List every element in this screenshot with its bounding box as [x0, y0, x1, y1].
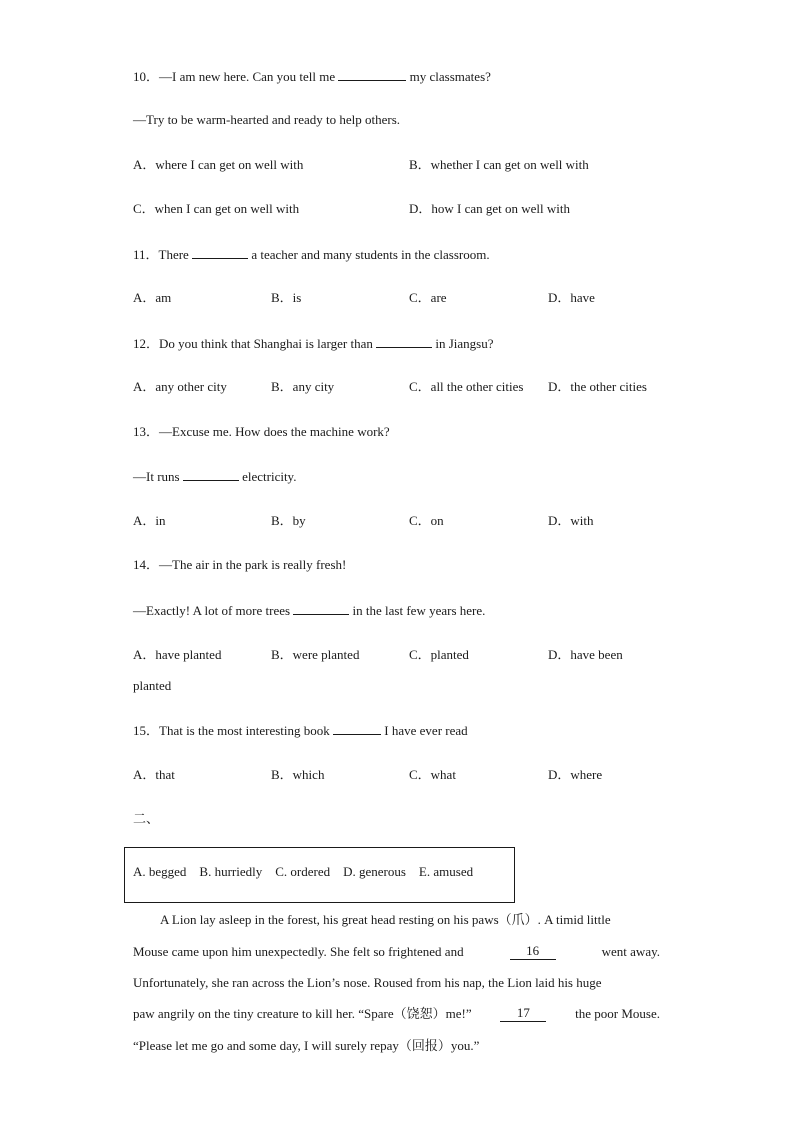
question-14-stem: 14．—The air in the park is really fresh! [133, 557, 347, 572]
q12-option-a[interactable]: A．any other city [133, 379, 227, 394]
word-bank: A. begged B. hurriedly C. ordered D. generous E. amused [133, 864, 474, 879]
q11-option-a[interactable]: A．am [133, 290, 172, 305]
question-15-stem [133, 722, 468, 739]
q11-option-b[interactable]: B．is [271, 290, 302, 305]
answer-blank[interactable] [192, 246, 248, 259]
passage-text: the poor Mouse. [575, 1006, 660, 1021]
question-11-stem [133, 246, 490, 263]
q13-option-b[interactable]: B．by [271, 513, 306, 528]
q14-option-d[interactable]: D．have been [548, 647, 623, 662]
q10-stem-before: 10．—I am new here. Can you tell me [133, 69, 339, 84]
word-bank-box [124, 847, 515, 903]
passage-text: Mouse came upon him unexpectedly. She felt so frightened and [133, 944, 464, 959]
q10-option-a[interactable]: A．where I can get on well with [133, 157, 304, 172]
question-14-reply [133, 602, 485, 619]
q11-option-c[interactable]: C．are [409, 290, 447, 305]
q14-option-c[interactable]: C．planted [409, 647, 469, 662]
answer-blank[interactable] [376, 335, 432, 348]
q13-option-a[interactable]: A．in [133, 513, 166, 528]
q12-option-c[interactable]: C．all the other cities [409, 379, 524, 394]
passage-line-3: Unfortunately, she ran across the Lion’s nose. Roused from his nap, the Lion laid his huge [133, 975, 602, 990]
answer-blank[interactable] [338, 68, 406, 81]
q12-option-d[interactable]: D．the other cities [548, 379, 647, 394]
q15-stem-after: I have ever read [381, 723, 468, 738]
q15-stem-before: 15．That is the most interesting book [133, 723, 334, 738]
passage-line-1: A Lion lay asleep in the forest, his great head resting on his paws（爪）. A timid little [160, 912, 611, 927]
q13-option-d[interactable]: D．with [548, 513, 594, 528]
question-10-stem [133, 68, 491, 85]
q11-stem-before: 11．There [133, 247, 193, 262]
q14-option-d-continued: planted [133, 678, 172, 693]
q14-reply-before: —Exactly! A lot of more trees [133, 603, 294, 618]
q15-option-c[interactable]: C．what [409, 767, 456, 782]
q13-option-c[interactable]: C．on [409, 513, 444, 528]
q14-option-b[interactable]: B．were planted [271, 647, 360, 662]
q13-reply-after: electricity. [238, 469, 297, 484]
answer-blank[interactable] [183, 468, 239, 481]
passage-text: paw angrily on the tiny creature to kill her. “Spare（饶恕）me!” [133, 1006, 472, 1021]
q12-option-b[interactable]: B．any city [271, 379, 335, 394]
question-13-reply [133, 468, 296, 485]
answer-blank[interactable] [293, 602, 349, 615]
q10-option-b[interactable]: B．whether I can get on well with [409, 157, 589, 172]
q15-option-d[interactable]: D．where [548, 767, 603, 782]
passage-line-5: “Please let me go and some day, I will surely repay（回报）you.” [133, 1038, 480, 1053]
blank-17[interactable]: 17 [500, 1006, 546, 1022]
q14-option-a[interactable]: A．have planted [133, 647, 222, 662]
q15-option-b[interactable]: B．which [271, 767, 325, 782]
q10-option-d[interactable]: D．how I can get on well with [409, 201, 571, 216]
q10-stem-after: my classmates? [406, 69, 491, 84]
q15-option-a[interactable]: A．that [133, 767, 175, 782]
passage-line-4 [133, 1006, 660, 1022]
question-12-stem [133, 335, 494, 352]
q12-stem-before: 12．Do you think that Shanghai is larger than [133, 336, 377, 351]
q11-stem-after: a teacher and many students in the classroom. [248, 247, 490, 262]
q13-reply-before: —It runs [133, 469, 183, 484]
answer-blank[interactable] [333, 722, 381, 735]
passage-text: went away. [601, 944, 660, 959]
q10-option-c[interactable]: C．when I can get on well with [133, 201, 300, 216]
q11-option-d[interactable]: D．have [548, 290, 595, 305]
q12-stem-after: in Jiangsu? [432, 336, 494, 351]
question-10-reply: —Try to be warm-hearted and ready to help others. [133, 112, 401, 127]
passage-line-2 [133, 944, 660, 960]
q14-reply-after: in the last few years here. [349, 603, 486, 618]
blank-16[interactable]: 16 [510, 944, 556, 960]
section-heading: 二、 [133, 811, 160, 826]
question-13-stem: 13．—Excuse me. How does the machine work? [133, 424, 390, 439]
